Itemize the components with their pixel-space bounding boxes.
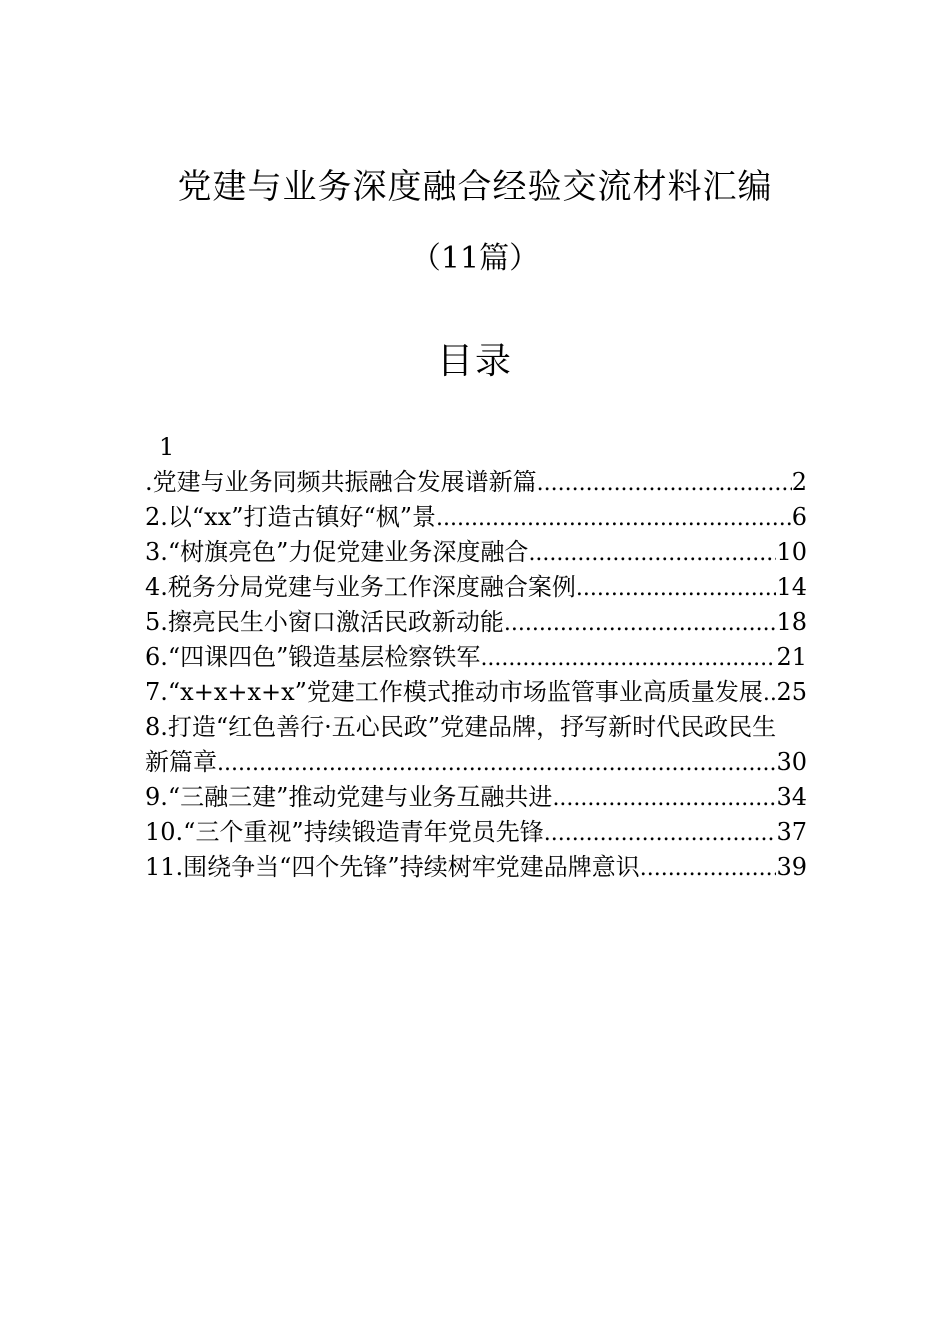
toc-entry-page: 25 [776,678,807,706]
toc-entry-page: 37 [776,818,807,846]
toc-entry-8-line-2[interactable] [145,745,807,780]
toc-leader-dots [528,536,776,570]
toc-leader-dots [504,606,777,640]
toc-entry-1[interactable] [145,465,807,500]
toc-entry-page: 34 [776,783,807,811]
toc-entry-10[interactable] [145,815,807,850]
toc-entry-1-number: 1 [159,433,175,461]
toc-entry-page: 14 [776,573,807,601]
toc-entry-title: 6.“四课四色”锻造基层检察铁军 [145,643,481,671]
document-title: 党建与业务深度融合经验交流材料汇编 [177,167,773,207]
toc-entry-title: 3.“树旗亮色”力促党建业务深度融合 [145,538,529,566]
toc-entry-title: 2.以“xx”打造古镇好“枫”景 [145,503,437,531]
toc-entry-title-continued: 新篇章 [145,748,217,776]
toc-entry-6[interactable] [145,640,807,675]
toc-entry-8-line-1[interactable] [145,710,807,745]
toc-leader-dots [544,816,777,850]
document-subtitle: （11篇） [410,241,540,276]
toc-entry-7[interactable] [145,675,807,710]
table-of-contents [145,430,807,885]
toc-entry-page: 18 [776,608,807,636]
toc-entry-title: 11.围绕争当“四个先锋”持续树牢党建品牌意识 [145,853,640,881]
toc-leader-dots [576,571,777,605]
toc-entry-title: 8.打造“红色善行·五心民政”党建品牌，抒写新时代民政民生 [145,713,777,741]
toc-leader-dots [537,466,792,500]
toc-entry-4[interactable] [145,570,807,605]
toc-heading: 目录 [436,341,513,382]
toc-entry-title: 5.擦亮民生小窗口激活民政新动能 [145,608,504,636]
toc-leader-dots [640,851,777,885]
toc-leader-dots [436,501,792,535]
toc-leader-dots [480,641,776,675]
toc-entry-title: .党建与业务同频共振融合发展谱新篇 [145,468,537,496]
toc-entry-3[interactable] [145,535,807,570]
toc-entry-5[interactable] [145,605,807,640]
toc-entry-page: 2 [791,468,807,496]
toc-entry-page: 39 [776,853,807,881]
toc-entry-9[interactable] [145,780,807,815]
toc-entry-page: 21 [776,643,807,671]
toc-entry-page: 30 [776,748,807,776]
toc-entry-title: 7.“x+x+x+x”党建工作模式推动市场监管事业高质量发展 [145,678,763,706]
toc-entry-11[interactable] [145,850,807,885]
toc-entry-page: 6 [791,503,807,531]
toc-entry-title: 10.“三个重视”持续锻造青年党员先锋 [145,818,544,846]
toc-leader-dots [763,676,777,710]
toc-entry-page: 10 [776,538,807,566]
toc-entry-2[interactable] [145,500,807,535]
toc-leader-dots [552,781,776,815]
toc-entry-title: 9.“三融三建”推动党建与业务互融共进 [145,783,553,811]
toc-entry-title: 4.税务分局党建与业务工作深度融合案例 [145,573,576,601]
toc-leader-dots [217,746,776,780]
